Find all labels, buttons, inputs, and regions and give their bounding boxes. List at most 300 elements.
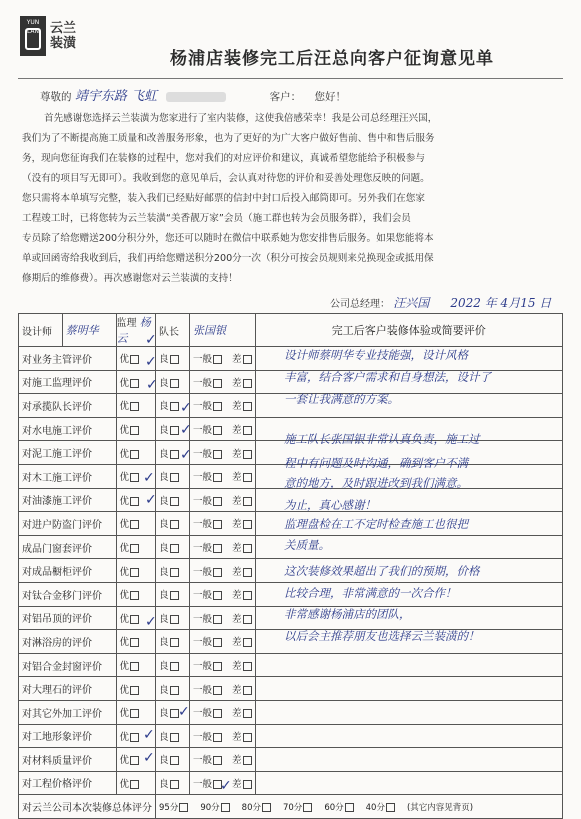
comment-text: 丰富，结合客户需求和自身想法，设计了 <box>284 370 491 384</box>
option-label: 优 <box>119 590 130 602</box>
checkbox-icon[interactable] <box>243 615 252 624</box>
total-label: 对云兰公司本次装修总体评分 <box>19 795 156 819</box>
checkbox-icon[interactable] <box>213 520 222 529</box>
evaluation-row <box>19 677 563 701</box>
option-label: 一般 <box>193 566 213 578</box>
letter-line: 务，现向您征询我们在装修的过程中，您对我们的对应评价和建议，真诚希望您能给予积极参与 <box>22 153 425 164</box>
checkbox-icon[interactable] <box>170 591 179 600</box>
checkbox-icon[interactable] <box>243 568 252 577</box>
checkbox-icon[interactable] <box>213 497 222 506</box>
checkbox-icon[interactable] <box>130 402 139 411</box>
comment-cell[interactable] <box>255 724 562 748</box>
option-excellent[interactable] <box>116 700 155 724</box>
option-label: 优 <box>119 661 130 673</box>
option-label: 一般 <box>193 613 213 625</box>
total-note: (其它内容见背页) <box>406 802 474 813</box>
score-label: 40分 <box>365 802 385 813</box>
check-mark-icon: ✓ <box>178 704 190 720</box>
evaluation-row <box>19 724 563 748</box>
checkbox-icon[interactable] <box>213 733 222 742</box>
checkbox-icon[interactable] <box>179 803 188 812</box>
checkbox-icon[interactable] <box>243 780 252 789</box>
letter-line: 专员除了给您赠送200分积分外，您还可以随时在微信中联系她为您安排售后服务。如果您能将本 <box>22 233 434 244</box>
score-label: 70分 <box>282 802 303 813</box>
eval-title: 完工后客户装修体验或简要评价 <box>255 314 562 347</box>
checkbox-icon[interactable] <box>170 756 179 765</box>
option-excellent[interactable] <box>116 394 155 418</box>
checkbox-icon[interactable] <box>170 638 179 647</box>
row-label: 对业务主管评价 <box>19 347 117 371</box>
checkbox-icon[interactable] <box>130 686 139 695</box>
row-label: 对泥工施工评价 <box>19 441 117 465</box>
checkbox-icon[interactable] <box>130 709 139 718</box>
option-average[interactable] <box>190 394 256 418</box>
option-label: 优 <box>119 566 130 578</box>
checkbox-icon[interactable] <box>130 426 139 435</box>
option-label: 差 <box>232 708 242 720</box>
customer-name: 靖宇东路 飞虹 <box>74 89 157 104</box>
option-good[interactable] <box>156 512 190 536</box>
option-label: 差 <box>232 590 242 602</box>
logo-name: 云兰 装潢 <box>50 21 77 51</box>
option-average[interactable] <box>190 700 256 724</box>
checkbox-icon[interactable] <box>170 426 179 435</box>
option-average[interactable] <box>190 464 256 488</box>
option-label: 良 <box>159 731 169 743</box>
row-label: 对成品橱柜评价 <box>19 559 117 583</box>
score-option[interactable] <box>324 803 353 813</box>
check-mark-icon: ✓ <box>146 377 158 393</box>
letter-line: （没有的项目写无即可）。我收到您的意见单后，会认真对待您的评价和妥善处理您反映的问题。 <box>22 173 430 184</box>
checkbox-icon[interactable] <box>130 615 139 624</box>
checkbox-icon[interactable] <box>243 379 252 388</box>
title-divider <box>18 78 563 79</box>
option-label: 一般 <box>193 401 213 413</box>
option-label: 差 <box>232 731 242 743</box>
checkbox-icon[interactable] <box>243 591 252 600</box>
row-label: 对钛合金移门评价 <box>19 582 117 606</box>
option-good[interactable] <box>156 464 190 488</box>
comment-cell[interactable] <box>255 677 562 701</box>
option-excellent[interactable] <box>116 535 155 559</box>
checkbox-icon[interactable] <box>243 733 252 742</box>
option-good[interactable] <box>156 370 190 394</box>
table-header-row <box>19 314 563 347</box>
evaluation-row <box>19 748 563 772</box>
checkbox-icon[interactable] <box>170 355 179 364</box>
option-label: 优 <box>119 731 130 743</box>
comment-cell[interactable] <box>255 748 562 772</box>
checkbox-icon[interactable] <box>170 780 179 789</box>
checkbox-icon[interactable] <box>130 450 139 459</box>
check-mark-icon: ✓ <box>143 470 155 486</box>
company-logo <box>20 14 108 58</box>
score-option[interactable] <box>366 803 395 813</box>
check-mark-icon: ✓ <box>180 422 192 438</box>
option-label: 一般 <box>193 377 213 389</box>
option-average[interactable] <box>190 347 256 371</box>
option-good[interactable] <box>156 630 190 654</box>
checkbox-icon[interactable] <box>130 568 139 577</box>
option-label: 一般 <box>193 637 213 649</box>
total-score-row <box>19 795 563 819</box>
option-label: 良 <box>159 684 169 696</box>
supervisor-name: 杨云 <box>116 316 151 345</box>
row-label: 对油漆施工评价 <box>19 488 117 512</box>
checkbox-icon[interactable] <box>213 591 222 600</box>
option-label: 良 <box>159 637 169 649</box>
checkbox-icon[interactable] <box>213 568 222 577</box>
option-label: 差 <box>232 448 242 460</box>
option-label: 差 <box>232 755 242 767</box>
checkbox-icon[interactable] <box>170 402 179 411</box>
option-excellent[interactable] <box>116 582 155 606</box>
option-label: 一般 <box>193 543 213 555</box>
check-mark-icon: ✓ <box>143 750 155 766</box>
option-label: 良 <box>159 354 169 366</box>
comment-text: 关质量。 <box>284 538 330 552</box>
checkbox-icon[interactable] <box>170 497 179 506</box>
checkbox-icon[interactable] <box>170 733 179 742</box>
option-label: 差 <box>232 495 242 507</box>
letter-line: 首先感谢您选择云兰装潢为您家进行了室内装修，这使我倍感荣幸！我是公司总经理汪兴国， <box>44 113 438 124</box>
designer-name: 蔡明华 <box>62 314 116 347</box>
comment-text: 比较合理，非常满意的一次合作！ <box>284 586 457 600</box>
option-average[interactable] <box>190 582 256 606</box>
option-excellent[interactable] <box>116 417 155 441</box>
option-label: 优 <box>119 637 130 649</box>
option-average[interactable] <box>190 370 256 394</box>
row-label: 对工程价格评价 <box>19 771 117 795</box>
option-label: 差 <box>232 543 242 555</box>
checkbox-icon[interactable] <box>213 355 222 364</box>
option-good[interactable] <box>156 582 190 606</box>
logo-small-text: YUN LAN <box>26 19 40 35</box>
checkbox-icon[interactable] <box>213 756 222 765</box>
checkbox-icon[interactable] <box>303 803 312 812</box>
checkbox-icon[interactable] <box>213 638 222 647</box>
option-label: 一般 <box>193 495 213 507</box>
logo-mark-icon <box>20 16 46 56</box>
option-label: 差 <box>232 519 242 531</box>
checkbox-icon[interactable] <box>243 473 252 482</box>
salutation-line <box>40 90 346 104</box>
checkbox-icon[interactable] <box>262 803 271 812</box>
checkbox-icon[interactable] <box>345 803 354 812</box>
row-label: 对淋浴房的评价 <box>19 630 117 654</box>
captain-name: 张国银 <box>190 314 256 347</box>
option-label: 良 <box>159 377 169 389</box>
option-label: 优 <box>119 755 130 767</box>
checkbox-icon[interactable] <box>213 686 222 695</box>
checkbox-icon[interactable] <box>243 520 252 529</box>
form-title: 杨浦店装修完工后汪总向客户征询意见单 <box>170 49 494 69</box>
row-label: 对水电施工评价 <box>19 417 117 441</box>
option-label: 良 <box>159 472 169 484</box>
option-label: 一般 <box>193 425 213 437</box>
option-label: 良 <box>159 519 169 531</box>
option-good[interactable] <box>156 724 190 748</box>
letter-line: 单或回函寄给我收到后，我们再给您赠送积分200分一次（积分可按会员规则来兑换现金或抵用保 <box>22 253 434 264</box>
letter-line: 工程竣工时，已将您转为云兰装潢“美香靓万家”会员（施工群也转为会员服务群），我们会员 <box>22 213 411 224</box>
option-label: 一般 <box>193 354 213 366</box>
option-label: 一般 <box>193 448 213 460</box>
option-label: 差 <box>232 401 242 413</box>
row-label: 对进户防盗门评价 <box>19 512 117 536</box>
checkbox-icon[interactable] <box>130 473 139 482</box>
evaluation-row <box>19 700 563 724</box>
option-label: 优 <box>119 354 130 366</box>
option-label: 优 <box>119 684 130 696</box>
option-label: 差 <box>232 613 242 625</box>
option-label: 优 <box>119 495 130 507</box>
checkbox-icon[interactable] <box>213 615 222 624</box>
option-good[interactable] <box>156 347 190 371</box>
signature-line <box>330 296 551 312</box>
checkbox-icon[interactable] <box>213 402 222 411</box>
comment-cell[interactable] <box>255 700 562 724</box>
comment-text: 监理盘检在工不定时检查施工也很把 <box>284 517 468 531</box>
option-label: 差 <box>232 425 242 437</box>
checkbox-icon[interactable] <box>243 662 252 671</box>
option-good[interactable] <box>156 606 190 630</box>
check-mark-icon: ✓ <box>220 778 232 794</box>
checkbox-icon[interactable] <box>130 520 139 529</box>
option-label: 一般 <box>193 755 213 767</box>
option-average[interactable] <box>190 559 256 583</box>
option-label: 差 <box>232 354 242 366</box>
comment-text: 非常感谢杨浦店的团队， <box>284 607 411 621</box>
checkbox-icon[interactable] <box>243 355 252 364</box>
check-mark-icon: ✓ <box>143 727 155 743</box>
option-label: 差 <box>232 472 242 484</box>
checkbox-icon[interactable] <box>243 402 252 411</box>
checkbox-icon[interactable] <box>170 568 179 577</box>
option-label: 差 <box>232 661 242 673</box>
checkbox-icon[interactable] <box>243 638 252 647</box>
evaluation-row <box>19 653 563 677</box>
checkbox-icon[interactable] <box>130 638 139 647</box>
option-label: 良 <box>159 708 169 720</box>
checkbox-icon[interactable] <box>130 497 139 506</box>
row-label: 对大理石的评价 <box>19 677 117 701</box>
option-good[interactable] <box>156 488 190 512</box>
checkbox-icon[interactable] <box>170 520 179 529</box>
option-label: 良 <box>159 590 169 602</box>
option-average[interactable] <box>190 677 256 701</box>
checkbox-icon[interactable] <box>221 803 230 812</box>
checkbox-icon[interactable] <box>130 733 139 742</box>
checkbox-icon[interactable] <box>130 355 139 364</box>
option-label: 优 <box>119 425 130 437</box>
check-mark-icon: ✓ <box>145 354 157 370</box>
supervisor-label: 监理 <box>116 318 137 329</box>
option-good[interactable] <box>156 748 190 772</box>
option-label: 一般 <box>193 731 213 743</box>
row-label: 对承揽队长评价 <box>19 394 117 418</box>
checkbox-icon[interactable] <box>243 497 252 506</box>
checkbox-icon[interactable] <box>130 591 139 600</box>
checkbox-icon[interactable] <box>213 709 222 718</box>
checkbox-icon[interactable] <box>213 473 222 482</box>
comment-text: 程中有问题及时沟通，确到客户不满 <box>284 456 468 470</box>
check-mark-icon: ✓ <box>145 332 157 348</box>
option-label: 差 <box>232 778 242 790</box>
check-mark-icon: ✓ <box>180 447 192 463</box>
check-mark-icon: ✓ <box>145 614 157 630</box>
option-label: 一般 <box>193 590 213 602</box>
checkbox-icon[interactable] <box>130 780 139 789</box>
letter-line: 我们为了不断提高施工质量和改善服务形象，也为了更好的为广大客户做好售前、售中和售后服务 <box>22 133 435 144</box>
option-label: 优 <box>119 377 130 389</box>
row-label: 对施工监理评价 <box>19 370 117 394</box>
checkbox-icon[interactable] <box>213 662 222 671</box>
option-average[interactable] <box>190 488 256 512</box>
comment-text: 施工队长张国银非常认真负责，施工过 <box>284 432 480 446</box>
option-excellent[interactable] <box>116 512 155 536</box>
letter-line: 修期后的维修费）。再次感谢您对云兰装潢的支持！ <box>22 273 238 284</box>
option-average[interactable] <box>190 417 256 441</box>
checkbox-icon[interactable] <box>130 544 139 553</box>
checkbox-icon[interactable] <box>170 379 179 388</box>
score-label: 95分 <box>159 802 179 813</box>
score-option[interactable] <box>200 803 229 813</box>
option-excellent[interactable] <box>116 441 155 465</box>
checkbox-icon[interactable] <box>170 662 179 671</box>
checkbox-icon[interactable] <box>170 450 179 459</box>
option-good[interactable] <box>156 559 190 583</box>
option-label: 一般 <box>193 519 213 531</box>
comment-text: 为止，真心感谢！ <box>284 498 376 512</box>
option-excellent[interactable] <box>116 771 155 795</box>
checkbox-icon[interactable] <box>243 450 252 459</box>
option-label: 一般 <box>193 684 213 696</box>
option-excellent[interactable] <box>116 677 155 701</box>
score-label: 60分 <box>324 802 344 813</box>
signature-name: 汪兴国 <box>393 296 430 310</box>
option-average[interactable] <box>190 630 256 654</box>
signature-date: 2022 年 4月15 日 <box>450 296 552 310</box>
option-label: 优 <box>119 613 130 625</box>
option-label: 良 <box>159 401 169 413</box>
checkbox-icon[interactable] <box>243 544 252 553</box>
row-label: 对其它外加工评价 <box>19 700 117 724</box>
checkbox-icon[interactable] <box>213 426 222 435</box>
option-excellent[interactable] <box>116 653 155 677</box>
comment-text: 以后会主推荐朋友也选择云兰装潢的！ <box>284 629 480 643</box>
checkbox-icon[interactable] <box>386 803 395 812</box>
checkbox-icon[interactable] <box>170 686 179 695</box>
salutation-prefix: 尊敬的 <box>40 91 72 103</box>
option-good[interactable] <box>156 653 190 677</box>
score-label: 90分 <box>200 802 220 813</box>
option-good[interactable] <box>156 677 190 701</box>
check-mark-icon: ✓ <box>180 400 192 416</box>
comment-cell[interactable] <box>255 653 562 677</box>
option-label: 良 <box>159 425 169 437</box>
customer-label: 客户： <box>269 91 302 103</box>
row-label: 对材料质量评价 <box>19 748 117 772</box>
option-average[interactable] <box>190 512 256 536</box>
option-label: 一般 <box>193 661 213 673</box>
checkbox-icon[interactable] <box>213 544 222 553</box>
option-label: 良 <box>159 755 169 767</box>
comment-text: 一套让我满意的方案。 <box>284 392 399 406</box>
option-label: 优 <box>119 778 130 790</box>
option-average[interactable] <box>190 748 256 772</box>
score-option[interactable] <box>283 803 312 813</box>
evaluation-row <box>19 771 563 795</box>
option-label: 优 <box>119 472 130 484</box>
comment-cell[interactable] <box>255 771 562 795</box>
row-label: 对铝吊顶的评价 <box>19 606 117 630</box>
comment-text: 意的地方，及时跟进改到我们满意。 <box>284 476 468 490</box>
option-good[interactable] <box>156 535 190 559</box>
score-option[interactable] <box>242 803 271 813</box>
letter-line: 您只需将本单填写完整，装入我们已经贴好邮票的信封中封口后投入邮筒即可。另外我们在您家 <box>22 193 425 204</box>
captain-label: 队长 <box>156 314 190 347</box>
option-label: 优 <box>119 401 130 413</box>
option-label: 良 <box>159 778 169 790</box>
option-label: 一般 <box>193 472 213 484</box>
option-label: 良 <box>159 448 169 460</box>
option-good[interactable] <box>156 771 190 795</box>
row-label: 对铝合金封窗评价 <box>19 653 117 677</box>
checkbox-icon[interactable] <box>243 686 252 695</box>
score-label: 80分 <box>241 802 261 813</box>
option-average[interactable] <box>190 653 256 677</box>
option-label: 优 <box>119 708 130 720</box>
checkbox-icon[interactable] <box>213 450 222 459</box>
option-average[interactable] <box>190 724 256 748</box>
checkbox-icon[interactable] <box>130 379 139 388</box>
checkbox-icon[interactable] <box>243 709 252 718</box>
comment-text: 这次装修效果超出了我们的预期，价格 <box>284 564 480 578</box>
row-label: 成品门窗套评价 <box>19 535 117 559</box>
option-label: 差 <box>232 566 242 578</box>
checkbox-icon[interactable] <box>130 756 139 765</box>
option-excellent[interactable] <box>116 559 155 583</box>
option-label: 差 <box>232 637 242 649</box>
row-label: 对木工施工评价 <box>19 464 117 488</box>
option-label: 良 <box>159 566 169 578</box>
comment-text: 设计师蔡明华专业技能强，设计风格 <box>284 348 468 362</box>
checkbox-icon[interactable] <box>130 662 139 671</box>
checkbox-icon[interactable] <box>170 473 179 482</box>
option-label: 优 <box>119 448 130 460</box>
option-excellent[interactable] <box>116 630 155 654</box>
option-average[interactable] <box>190 441 256 465</box>
checkbox-icon[interactable] <box>170 615 179 624</box>
option-average[interactable] <box>190 606 256 630</box>
option-label: 一般 <box>193 778 213 790</box>
option-average[interactable] <box>190 535 256 559</box>
checkbox-icon[interactable] <box>170 544 179 553</box>
option-label: 优 <box>119 519 130 531</box>
score-option[interactable] <box>159 803 188 813</box>
option-label: 优 <box>119 543 130 555</box>
checkbox-icon[interactable] <box>213 379 222 388</box>
option-label: 差 <box>232 684 242 696</box>
option-label: 差 <box>232 377 242 389</box>
checkbox-icon[interactable] <box>243 756 252 765</box>
option-label: 良 <box>159 543 169 555</box>
option-label: 一般 <box>193 708 213 720</box>
designer-label: 设计师 <box>19 314 63 347</box>
check-mark-icon: ✓ <box>145 492 157 508</box>
checkbox-icon[interactable] <box>243 426 252 435</box>
row-label: 对工地形象评价 <box>19 724 117 748</box>
